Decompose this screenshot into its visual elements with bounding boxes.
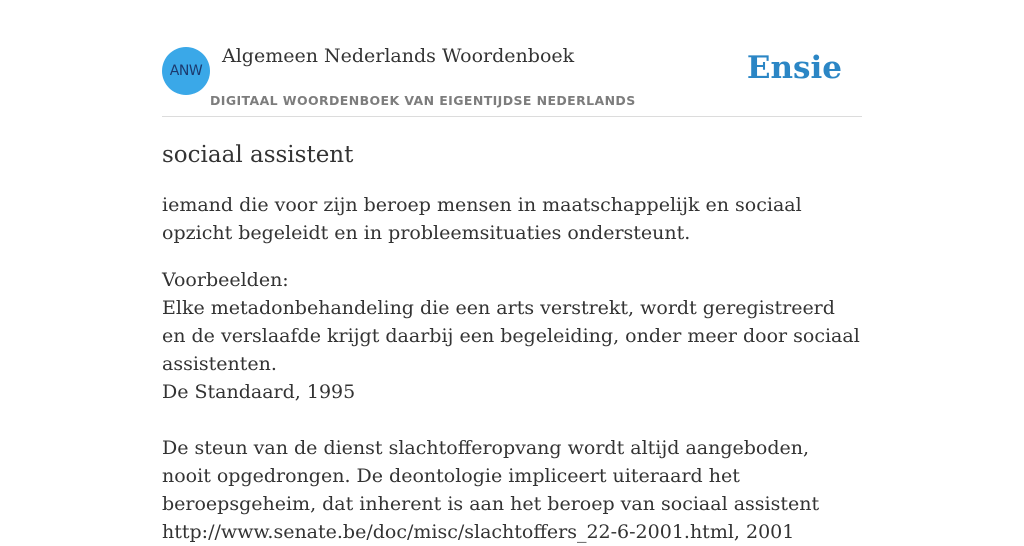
site-subtitle: DIGITAAL WOORDENBOEK VAN EIGENTIJDSE NEDERLANDS [210, 93, 636, 108]
example-text: Elke metadonbehandeling die een arts verstrekt, wordt geregistreerd en de verslaafde krijgt daarbij een begeleiding, onder meer door sociaal assistenten. [162, 297, 860, 375]
ensie-logo[interactable]: Ensie [746, 50, 842, 86]
example-source: De Standaard, 1995 [162, 381, 356, 403]
example-item [162, 434, 862, 546]
example-item [162, 294, 862, 406]
examples-label: Voorbeelden: [162, 269, 289, 291]
examples-section [162, 266, 862, 546]
example-spacer [162, 406, 862, 434]
entry-content [162, 139, 862, 546]
entry-definition: iemand die voor zijn beroep mensen in maatschappelijk en sociaal opzicht begeleidt en in probleemsituaties ondersteunt. [162, 194, 802, 244]
site-title[interactable]: Algemeen Nederlands Woordenboek [222, 45, 575, 67]
entry-headword: sociaal assistent [162, 142, 354, 168]
site-header [162, 0, 862, 117]
anw-logo[interactable]: ANW [162, 47, 210, 95]
example-text: De steun van de dienst slachtofferopvang wordt altijd aangeboden, nooit opgedrongen. De deontologie impliceert uiteraard het beroepsgeheim, dat inherent is aan het beroep van sociaal assistent [162, 437, 820, 515]
example-source: http://www.senate.be/doc/misc/slachtoffers_22-6-2001.html, 2001 [162, 521, 795, 543]
